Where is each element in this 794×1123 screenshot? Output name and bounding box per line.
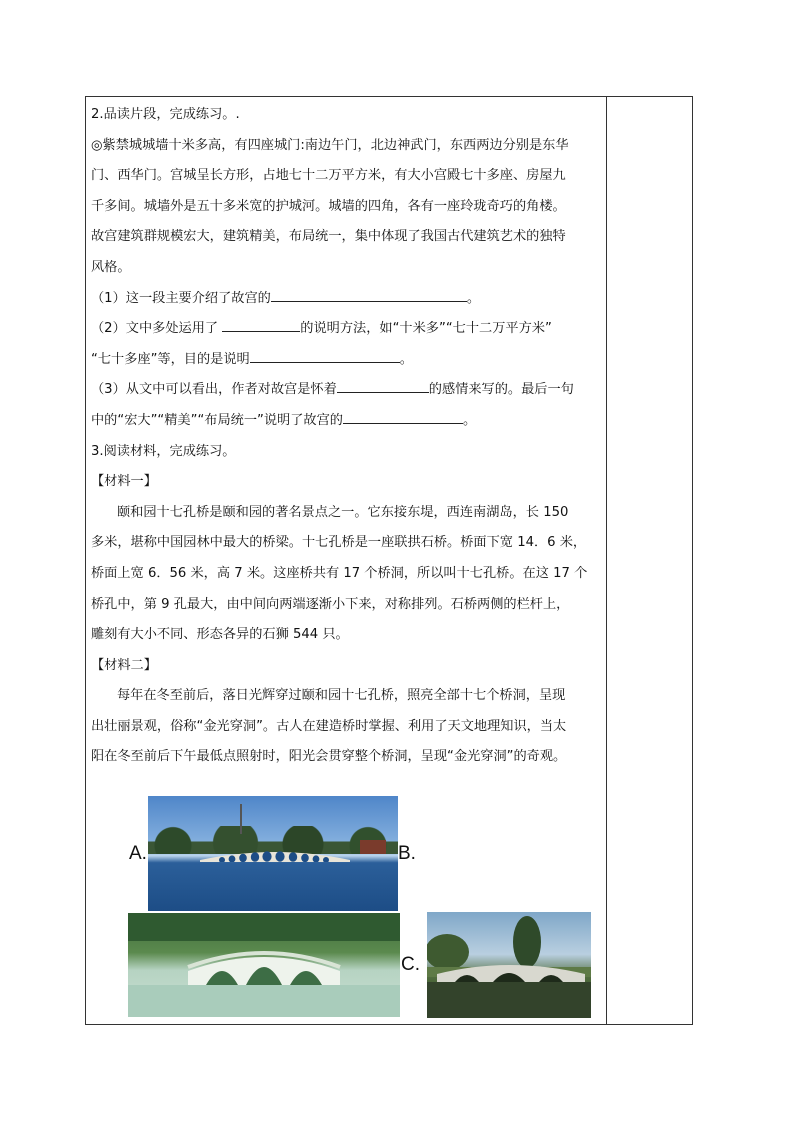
q2-sub3-line2 [91,406,603,437]
answer-blank[interactable] [271,286,467,302]
material2-line: 阳在冬至前后下午最低点照射时，阳光会贯穿整个桥洞，呈现“金光穿洞”的奇观。 [91,749,567,765]
material1-title: 【材料一】 [91,474,157,490]
q2-sub1-text: （1）这一段主要介绍了故宫的 [91,290,271,306]
q2-sub2-text: （2）文中多处运用了 [91,321,223,337]
q2-sub3 [91,375,603,406]
q2-heading: 2.品读片段，完成练习。. [91,107,240,122]
q2-sub3-line2-end: 。 [463,412,477,428]
q2-passage-line: 故宫建筑群规模宏大，建筑精美，布局统一，集中体现了我国古代建筑艺术的独特 [91,229,566,245]
table-column-divider [606,96,607,1025]
pavilion [360,840,386,854]
q2-sub2-line2-end: 。 [399,351,413,367]
material2-line: 每年在冬至前后，落日光辉穿过颐和园十七孔桥，照亮全部十七个桥洞，呈现 [117,688,566,704]
q2-sub1 [91,284,603,315]
q2-passage-line: 风格。 [91,259,131,275]
material1-line: 桥面上宽 6．56 米，高 7 米。这座桥共有 17 个桥洞，所以叫十七孔桥。在这 17 个 [91,565,588,581]
material1-line: 多米，堪称中国园林中最大的桥梁。十七孔桥是一座联拱石桥。桥面下宽 14．6 米， [91,535,587,551]
bridge-photo-b [128,913,400,1017]
answer-blank[interactable] [222,316,300,332]
material1-line: 桥孔中，第 9 孔最大，由中间向两端逐渐小下来，对称排列。石桥两侧的栏杆上， [91,596,570,612]
stone-arch-bridge [427,912,591,1018]
option-c-label[interactable]: C. [401,954,420,975]
q2-sub2-line2 [91,345,603,376]
q2-sub3-line2-text: 中的“宏大”“精美”“布局统一”说明了故宫的 [91,412,343,428]
lamp-pole [240,804,242,834]
seventeen-arch-bridge [200,844,350,862]
q3-heading: 3.阅读材料，完成练习。 [91,443,236,459]
answer-blank[interactable] [250,347,400,363]
material2-line: 出壮丽景观，俗称“金光穿洞”。古人在建造桥时掌握、利用了天文地理知识，当太 [91,718,567,734]
bridge-photo-c [427,912,591,1018]
three-arch-bridge [128,913,400,1017]
bridge-photo-a [148,796,398,911]
exercise-content [91,100,603,773]
q2-passage-line: 千多间。城墙外是五十多米宽的护城河。城墙的四角，各有一座玲珑奇巧的角楼。 [91,198,566,214]
option-b-label[interactable]: B. [398,843,416,864]
q2-sub3-text: （3）从文中可以看出，作者对故宫是怀着 [91,382,337,398]
q2-sub2 [91,314,603,345]
q2-passage-line: 门、西华门。宫城呈长方形，占地七十二万平方米，有大小宫殿七十多座、房屋九 [91,168,566,184]
material1-line: 颐和园十七孔桥是颐和园的著名景点之一。它东接东堤，西连南湖岛，长 150 [117,504,569,520]
material1-line: 雕刻有大小不同、形态各异的石狮 544 只。 [91,627,349,643]
q2-sub1-end: 。 [466,290,481,306]
material2-title: 【材料二】 [91,657,157,673]
q2-sub2-line2-text: “七十多座”等，目的是说明 [91,351,250,367]
answer-blank[interactable] [343,408,463,424]
q2-sub3-text-mid: 的感情来写的。最后一句 [428,382,574,398]
q2-passage-line: ◎紫禁城城墙十米多高，有四座城门:南边午门，北边神武门，东西两边分别是东华 [91,137,569,153]
q2-sub2-text-mid: 的说明方法，如“十米多”“七十二万平方米” [300,321,552,337]
answer-blank[interactable] [337,377,429,393]
option-a-label[interactable]: A. [129,843,147,864]
